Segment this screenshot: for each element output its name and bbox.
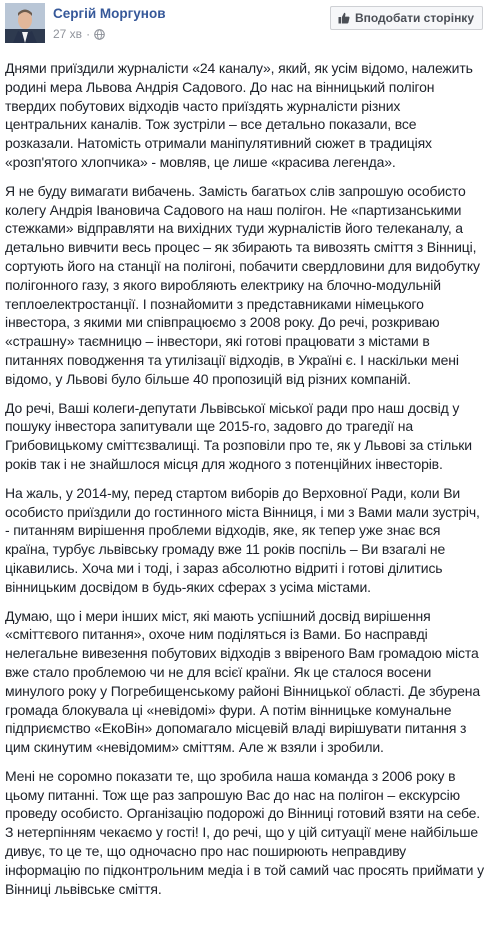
like-page-button[interactable]: [330, 6, 483, 30]
post-paragraph: До речі, Ваші колеги-депутати Львівської міської ради про наш досвід у пошуку інвестора запитували ще 2015-го, задовго до трагедії на Грибовицькому сміттєзвалищі. Та розповіли про те, як у Львові за стільки років так і не знайшлося місця для жодного з потенційних інвесторів.: [5, 399, 472, 472]
thumbs-up-icon: [338, 12, 350, 24]
post-paragraph: Думаю, що і мери інших міст, які мають успішний досвід вирішення «сміттєвого питання», охоче ним поділяться із Вами. Бо насправді нелегальне вивезення побутових відходів з ввіреного Вам громадою міста вже стало проблемою чи не для всієї країни. Як це сталося восени минулого року у Погребищенському районі Вінницької області. Де збурена громада блокувала ці «невідомі» фури. А потім вінницьке комунальне підприємство «ЕкоВін» допомагало місцевій владі вирішувати питання з цим скинутим «невідомим» сміттям. Але ж взяли і зробили.: [5, 607, 481, 756]
avatar[interactable]: [5, 3, 45, 43]
like-button-label: Вподобати сторінку: [354, 11, 474, 25]
post-timestamp[interactable]: 27 хв: [53, 27, 83, 41]
post-paragraph: Мені не соромно показати те, що зробила наша команда з 2006 року в цьому питанні. Тож ще раз запрошую Вас до нас на полігон – екскурсію проведу особисто. Організацію подорожі до Вінниці готовий взяти на себе. З нетерпінням чекаємо у гості! І, до речі, що у цій ситуації мене найбільше дивує, то це те, що одночасно про нас поширюють неправдиву інформацію по підконтрольним медіа і в той самий час просять приймати у Вінниці львівське сміття.: [5, 767, 484, 897]
globe-icon[interactable]: [94, 29, 105, 40]
post-meta: [53, 27, 105, 41]
meta-separator: ·: [86, 27, 91, 41]
author-name[interactable]: Сергій Моргунов: [53, 6, 166, 21]
post-header: [0, 0, 490, 56]
post-paragraph: На жаль, у 2014-му, перед стартом виборів до Верховної Ради, коли Ви особисто приїздили до гостинного міста Вінниця, і ми з Вами мали зустріч, - питанням вирішення проблеми відходів, яке, як тепер уже знає вся країна, турбує львівську громаду вже 11 років поспіль – Ви взагалі не цікавились. Хоча ми і тоді, і зараз абсолютно відриті і готові ділитись вінницьким досвідом в будь-яких сферах з усіма містами.: [5, 484, 480, 595]
post-paragraph: Я не буду вимагати вибачень. Замість багатьох слів запрошую особисто колегу Андрія Івановича Садового на наш полігон. Не «партизанськими стежками» відправляти на вихідних туди журналістів його телеканалу, а детально вивчити весь процес – як збирають та вивозять сміття з Вінниці, сортують його на станції на полігоні, побачити свердловини для видобутку полігонного газу, з якого виробляють електрику на блочно-модульній теплоелектростанції. І познайомити з представниками німецького інвестора, з якими ми співпрацюємо з 2008 року. До речі, розкриваю «страшну» таємницю – інвестори, які готові працювати з містами в питаннях поводження та утилізації відходів, в Україні є. І наскільки мені відомо, у Львові було більше 40 пропозицій від різних компаній.: [5, 182, 480, 387]
post-body: [5, 59, 485, 908]
avatar-photo: [5, 3, 45, 43]
post-paragraph: Днями приїздили журналісти «24 каналу», який, як усім відомо, належить родині мера Львова Андрія Садового. До нас на вінницький полігон твердих побутових відходів часто приїздять журналісти різних центральних каналів. Тож зустріли – все детально показали, все розказали. Натомість отримали маніпулятивний сюжет в традиціях «розп'ятого хлопчика» - мовляв, це лише «красива легенда».: [5, 60, 473, 170]
